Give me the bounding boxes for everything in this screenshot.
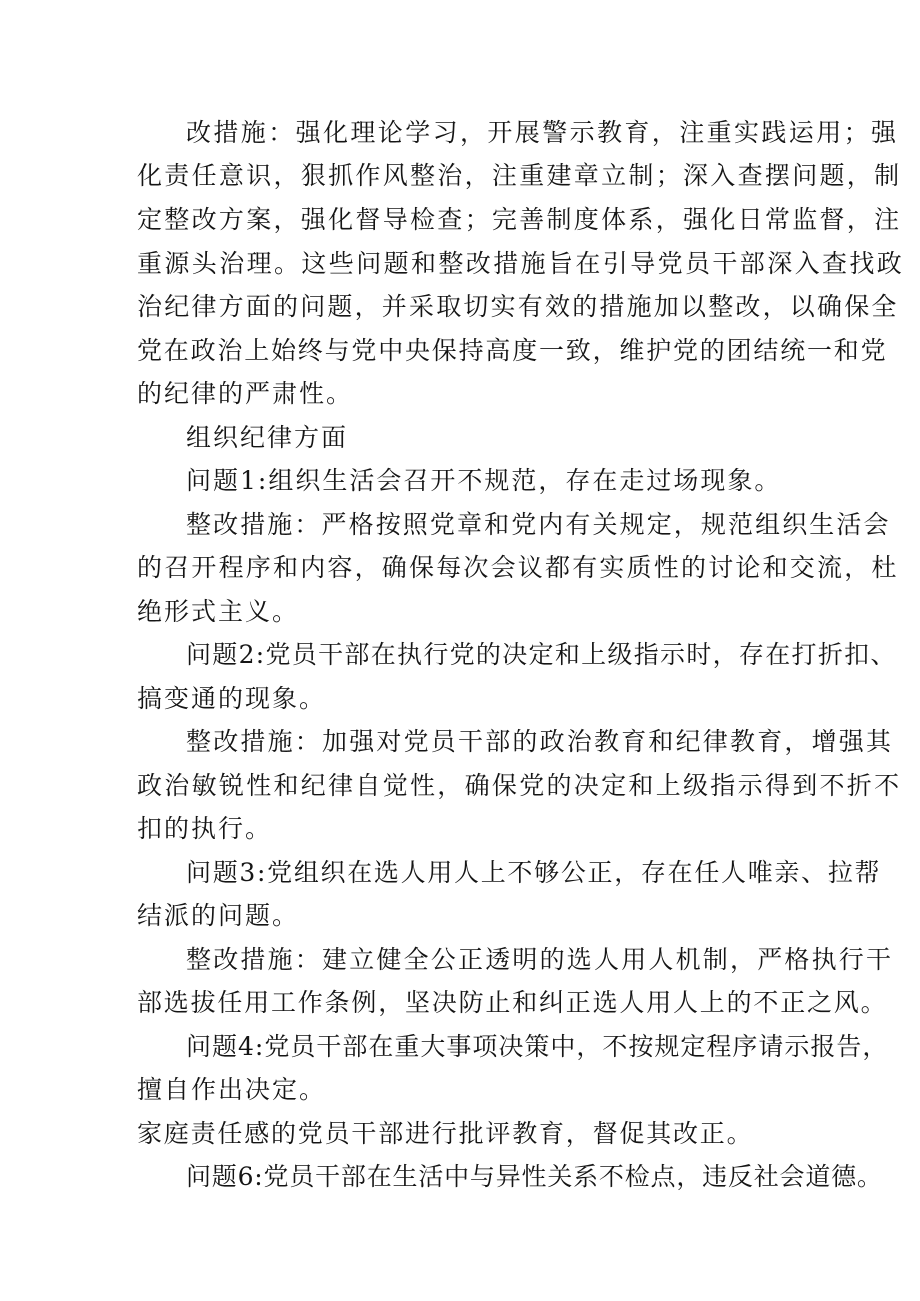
text-line: 定整改方案，强化督导检查；完善制度体系，强化日常监督，注 [137,205,902,234]
text-line: 问题6:党员干部在生活中与异性关系不检点，违反社会道德。 [186,1162,883,1191]
text-line: 擅自作出决定。 [137,1075,327,1104]
text-line: 问题2:党员干部在执行党的决定和上级指示时，存在打折扣、 [186,640,897,669]
text-line: 整改措施：严格按照党章和党内有关规定，规范组织生活会 [186,510,891,539]
text-line: 整改措施：建立健全公正透明的选人用人机制，严格执行干 [186,945,894,974]
text-line: 绝形式主义。 [137,597,300,626]
text-line: 化责任意识，狠抓作风整治，注重建章立制；深入查摆问题，制 [137,161,902,190]
text-line: 问题3:党组织在选人用人上不够公正，存在任人唯亲、拉帮 [186,858,882,887]
text-line: 治纪律方面的问题，并采取切实有效的措施加以整改，以确保全 [137,292,899,321]
text-line: 的纪律的严肃性。 [137,379,354,408]
text-line: 问题4:党员干部在重大事项决策中，不按规定程序请示报告， [186,1032,889,1061]
text-line: 问题1:组织生活会召开不规范，存在走过场现象。 [186,466,782,495]
text-line: 党在政治上始终与党中央保持高度一致，维护党的团结统一和党 [137,336,888,365]
text-line: 扣的执行。 [137,814,273,843]
text-line: 整改措施：加强对党员干部的政治教育和纪律教育，增强其 [186,727,894,756]
text-line: 部选拔任用工作条例，坚决防止和纠正选人用人上的不正之风。 [137,988,888,1017]
text-line: 搞变通的现象。 [137,684,327,713]
text-line: 改措施：强化理论学习，开展警示教育，注重实践运用；强 [186,118,899,147]
text-line: 结派的问题。 [137,901,300,930]
section-heading: 组织纪律方面 [186,423,349,452]
text-line: 的召开程序和内容，确保每次会议都有实质性的讨论和交流，杜 [137,553,899,582]
text-line: 政治敏锐性和纪律自觉性，确保党的决定和上级指示得到不折不 [137,771,902,800]
text-line: 家庭责任感的党员干部进行批评教育，督促其改正。 [137,1119,754,1148]
text-line: 重源头治理。这些问题和整改措施旨在引导党员干部深入查找政 [137,249,905,278]
